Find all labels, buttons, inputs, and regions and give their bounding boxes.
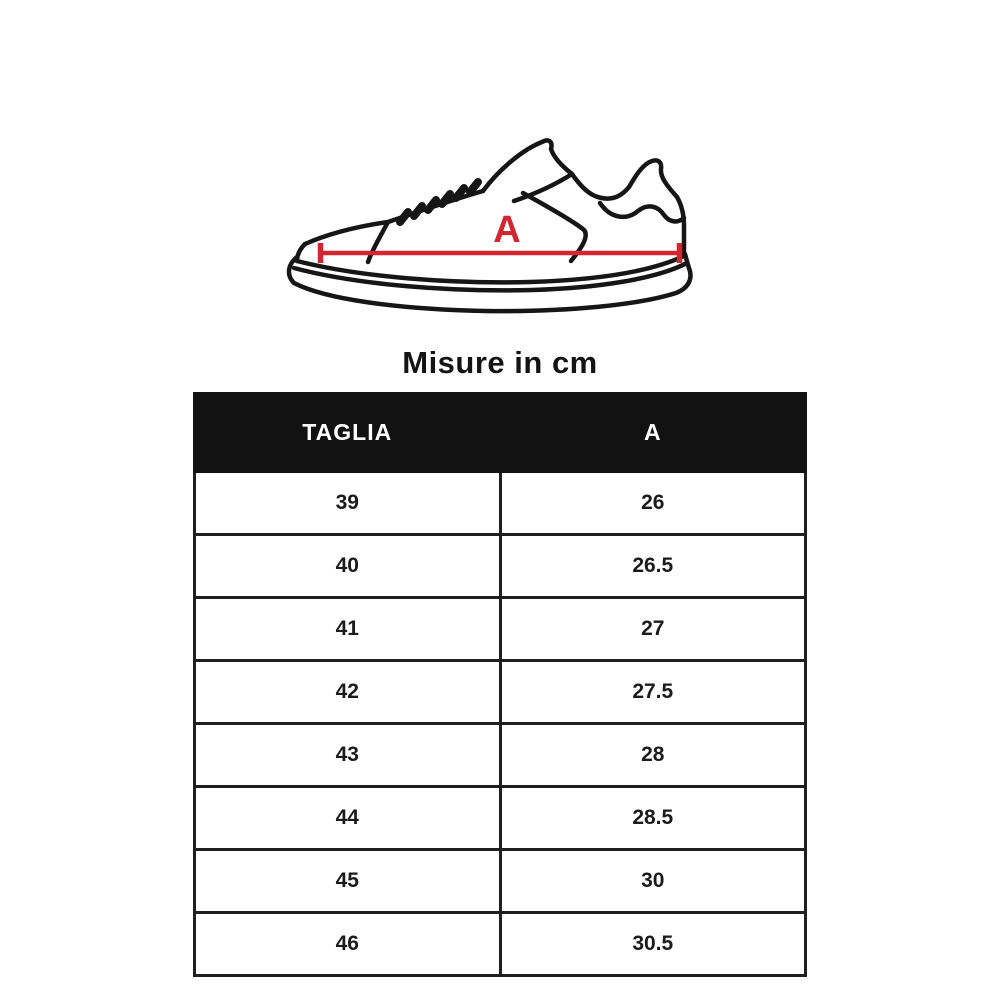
size-cell: 42	[195, 661, 501, 724]
shoe-laces	[400, 182, 478, 222]
table-row	[195, 598, 806, 661]
size-cell: 43	[195, 724, 501, 787]
measure-cell: 28.5	[500, 787, 806, 850]
table-row	[195, 913, 806, 976]
table-row	[195, 472, 806, 535]
table-row	[195, 724, 806, 787]
size-cell: 44	[195, 787, 501, 850]
shoe-heel-wave	[600, 203, 684, 221]
measure-cell: 26.5	[500, 535, 806, 598]
shoe-tongue	[483, 140, 572, 201]
measure-cell: 26	[500, 472, 806, 535]
header-a: A	[500, 394, 806, 472]
measure-cell: 30.5	[500, 913, 806, 976]
size-cell: 45	[195, 850, 501, 913]
measure-cell: 30	[500, 850, 806, 913]
shoe-heel-outline	[572, 160, 684, 256]
size-cell: 40	[195, 535, 501, 598]
shoe-vamp-seam	[368, 222, 388, 262]
table-row	[195, 850, 806, 913]
table-row	[195, 787, 806, 850]
shoe-diagram	[280, 130, 720, 330]
table-row	[195, 661, 806, 724]
table-row	[195, 535, 806, 598]
measure-cell: 27	[500, 598, 806, 661]
measurement-label: A	[493, 209, 521, 251]
size-cell: 46	[195, 913, 501, 976]
size-cell: 39	[195, 472, 501, 535]
shoe-midsole-line	[294, 263, 687, 290]
size-table	[193, 392, 807, 977]
header-taglia: TAGLIA	[195, 394, 501, 472]
table-header-row	[195, 394, 806, 472]
size-cell: 41	[195, 598, 501, 661]
page-title: Misure in cm	[402, 345, 598, 380]
measure-cell: 28	[500, 724, 806, 787]
measure-cell: 27.5	[500, 661, 806, 724]
